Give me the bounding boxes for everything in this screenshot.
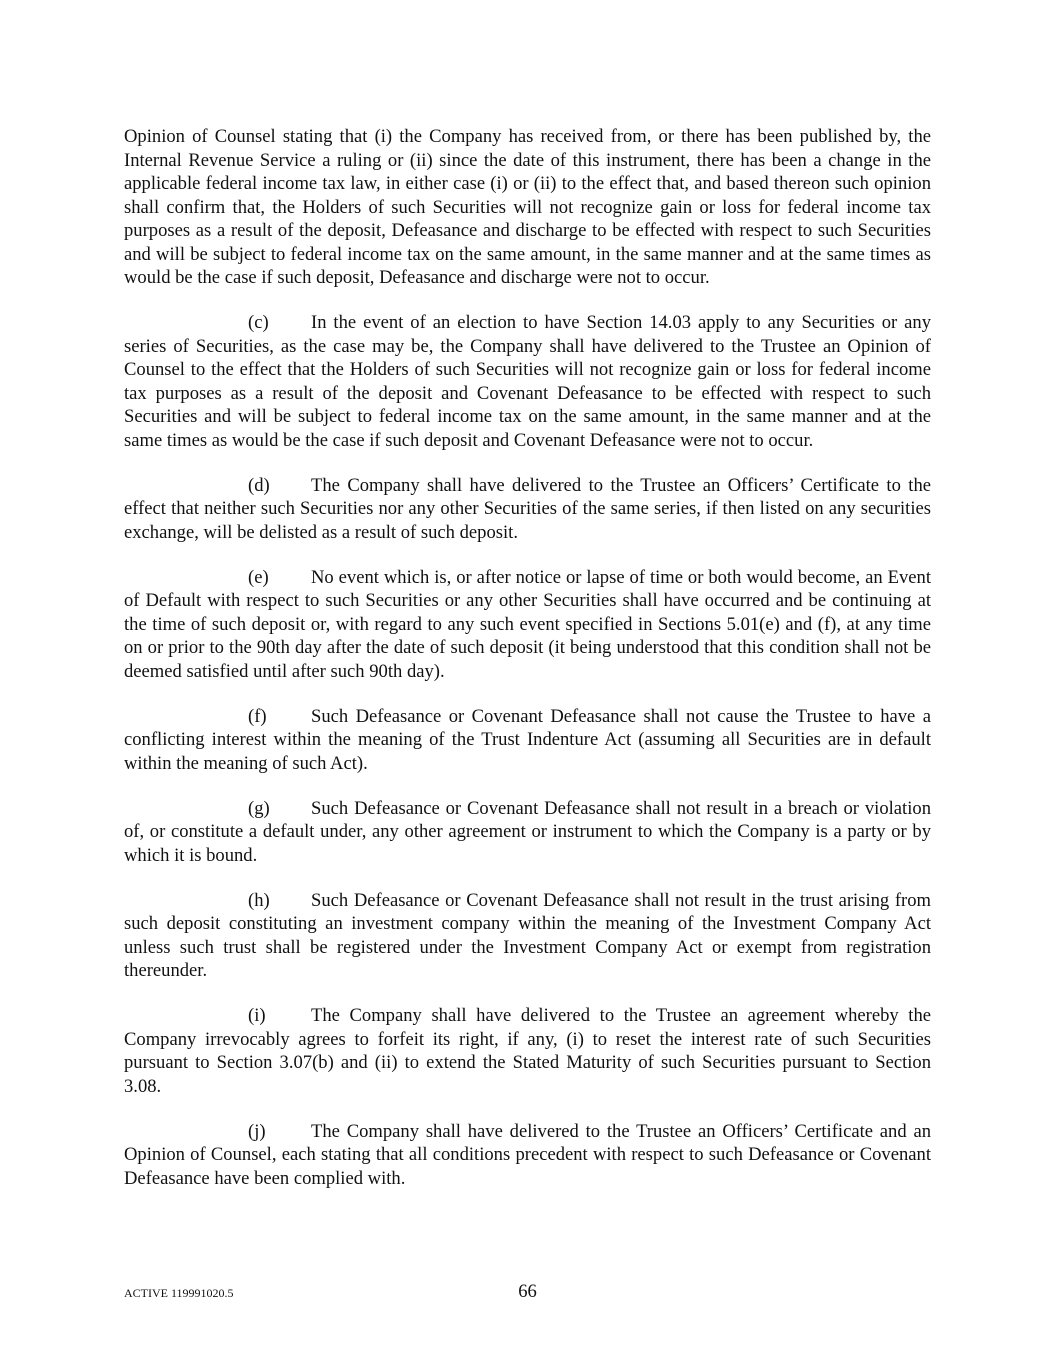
clause-label: (d) — [248, 474, 270, 496]
clause-d — [124, 474, 931, 545]
footer-document-id: ACTIVE 119991020.5 — [124, 1286, 234, 1300]
clause-text: Such Defeasance or Covenant Defeasance shall not result in the trust arising from such deposit constituting an investment company within the meaning of the Investment Company Act unless such trust shall be registered under the Investment Company Act or exempt from registration thereunder. — [124, 889, 931, 981]
clause-text: In the event of an election to have Section 14.03 apply to any Securities or any series of Securities, as the case may be, the Company shall have delivered to the Trustee an Opinion of Counsel to the effect that the Holders of such Securities will not recognize gain or loss for federal income tax purposes as a result of the deposit and Covenant Defeasance to be effected with respect to such Securities and will be subject to federal income tax on the same amount, in the same manner and at the same times as would be the case if such deposit and Covenant Defeasance were not to occur. — [124, 312, 931, 451]
clause-c — [124, 311, 931, 452]
clause-h — [124, 889, 931, 983]
clause-j — [124, 1120, 931, 1191]
clause-text: The Company shall have delivered to the Trustee an Officers’ Certificate to the effect that neither such Securities nor any other Securities of the same series, if then listed on any securities exchange, will be delisted as a result of such deposit. — [124, 474, 931, 543]
page-number: 66 — [518, 1281, 537, 1302]
clause-e — [124, 566, 931, 684]
clause-text: The Company shall have delivered to the Trustee an Officers’ Certificate and an Opinion of Counsel, each stating that all conditions precedent with respect to such Defeasance or Covenant Defeasance have been complied with. — [124, 1120, 931, 1189]
clause-f — [124, 705, 931, 776]
clause-label: (c) — [248, 312, 269, 333]
clause-text: Such Defeasance or Covenant Defeasance shall not result in a breach or violation of, or constitute a default under, any other agreement or instrument to which the Company is a party or by which it is bound. — [124, 797, 931, 866]
clause-label: (h) — [248, 889, 270, 911]
clause-label: (g) — [248, 797, 270, 819]
clause-label: (f) — [248, 705, 267, 727]
intro-paragraph: Opinion of Counsel stating that (i) the Company has received from, or there has been published by, the Internal Revenue Service a ruling or (ii) since the date of this instrument, there has been a change in the applicable federal income tax law, in either case (i) or (ii) to the effect that, and based thereon such opinion shall confirm that, the Holders of such Securities will not recognize gain or loss for federal income tax purposes as a result of the deposit, Defeasance and discharge to be effected with respect to such Securities and will be subject to federal income tax on the same amount, in the same manner and at the same times as would be the case if such deposit, Defeasance and discharge were not to occur. — [124, 126, 931, 288]
clause-i — [124, 1004, 931, 1098]
clause-label: (j) — [248, 1120, 266, 1142]
clause-text: No event which is, or after notice or lapse of time or both would become, an Event of Default with respect to such Securities or any other Securities shall have occurred and be continuing at the time of such deposit or, with regard to any such event specified in Sections 5.01(e) and (f), at any time on or prior to the 90th day after the date of such deposit (it being understood that this condition shall not be deemed satisfied until after such 90th day). — [124, 566, 931, 682]
clause-label: (e) — [248, 566, 269, 588]
clause-text: The Company shall have delivered to the Trustee an agreement whereby the Company irrevocably agrees to forfeit its right, if any, (i) to reset the interest rate of such Securities pursuant to Section 3.07(b) and (ii) to extend the Stated Maturity of such Securities pursuant to Section 3.08. — [124, 1005, 931, 1097]
clause-g — [124, 797, 931, 868]
clause-text: Such Defeasance or Covenant Defeasance shall not cause the Trustee to have a conflicting interest within the meaning of the Trust Indenture Act (assuming all Securities are in default within the meaning of such Act). — [124, 705, 931, 774]
document-body — [124, 125, 931, 1212]
clause-label: (i) — [248, 1005, 266, 1026]
